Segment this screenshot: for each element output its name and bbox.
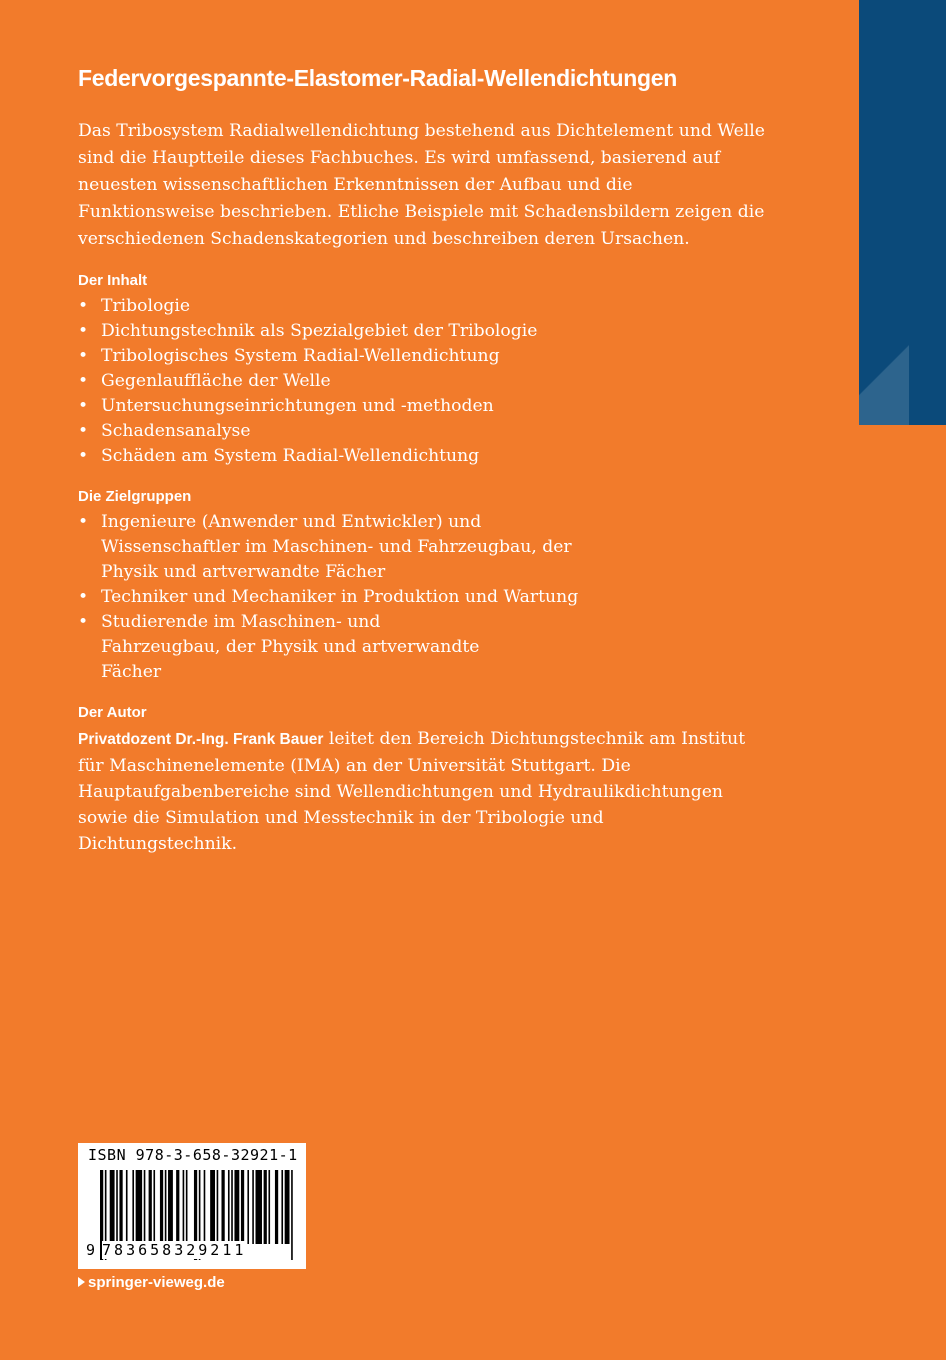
list-item: • Tribologisches System Radial-Wellendichtung <box>78 344 768 369</box>
barcode-bar <box>234 1170 239 1244</box>
barcode-bar <box>204 1170 206 1244</box>
barcode-bar <box>132 1170 134 1244</box>
barcode-bar <box>126 1170 128 1244</box>
barcode-bar <box>275 1170 278 1244</box>
barcode-bar <box>110 1170 115 1244</box>
inhalt-list <box>78 294 768 469</box>
barcode-bar <box>241 1170 244 1244</box>
barcode-digits <box>86 1241 246 1259</box>
list-item: • Schadensanalyse <box>78 419 768 444</box>
isbn-label: ISBN 978-3-658-32921-1 <box>88 1146 298 1164</box>
barcode-bar <box>285 1170 290 1244</box>
author-paragraph <box>78 726 768 857</box>
list-item: • Dichtungstechnik als Spezialgebiet der Tribologie <box>78 319 768 344</box>
barcode-bar <box>168 1170 173 1244</box>
barcode-bar <box>136 1170 142 1244</box>
list-item: • Techniker und Mechaniker in Produktion und Wartung <box>78 585 768 610</box>
list-item: • Ingenieure (Anwender und Entwickler) und Wissenschaftler im Maschinen- und Fahrzeugbau, der Physik und artverwandte Fächer <box>78 510 621 585</box>
barcode-bar <box>264 1170 267 1244</box>
barcode-digit-string: 783658329211 <box>102 1241 247 1259</box>
barcode-bar <box>252 1170 254 1244</box>
book-title: Federvorgespannte-Elastomer-Radial-Wellendichtungen <box>78 65 677 91</box>
list-item: • Schäden am System Radial-Wellendichtung <box>78 444 768 469</box>
arrow-right-icon <box>78 1277 85 1287</box>
section-heading-autor: Der Autor <box>78 704 147 721</box>
barcode-bar <box>165 1170 167 1244</box>
barcode-bar <box>268 1170 270 1244</box>
section-heading-inhalt: Der Inhalt <box>78 272 148 289</box>
barcode-bar <box>247 1170 249 1244</box>
barcode-bar <box>144 1170 146 1244</box>
barcode-bar <box>231 1170 233 1244</box>
barcode-bar <box>119 1170 122 1244</box>
barcode-bar <box>291 1170 293 1260</box>
barcode-bar <box>186 1170 188 1244</box>
section-heading-zielgruppen: Die Zielgruppen <box>78 488 192 505</box>
barcode-bar <box>217 1170 219 1244</box>
isbn-barcode <box>78 1143 306 1269</box>
corner-fold-decoration <box>859 320 909 425</box>
list-item: • Untersuchungseinrichtungen und -methoden <box>78 394 768 419</box>
barcode-bar <box>221 1170 224 1244</box>
barcode-bar <box>210 1170 215 1244</box>
back-cover-content <box>78 62 768 857</box>
barcode-bar <box>256 1170 262 1244</box>
website-label: springer-vieweg.de <box>88 1274 225 1291</box>
list-item: • Studierende im Maschinen- und Fahrzeugbau, der Physik und artverwandte Fächer <box>78 610 501 685</box>
barcode-bar <box>228 1170 230 1244</box>
barcode-bar <box>281 1170 283 1244</box>
barcode-bar <box>153 1170 155 1244</box>
barcode-bar <box>149 1170 152 1244</box>
barcode-first-digit: 9 <box>86 1241 99 1259</box>
list-item: • Tribologie <box>78 294 768 319</box>
zielgruppen-list <box>78 510 768 685</box>
list-item: • Gegenlauffläche der Welle <box>78 369 768 394</box>
author-description: leitet den Bereich Dichtungstechnik am Institut für Maschinenelemente (IMA) an der Universität Stuttgart. Die Hauptaufgabenbereiche sind Wellendichtungen und Hydraulikdichtungen sowie die Simulation und Messtechnik in der Tribologie und Dichtungstechnik. <box>78 729 746 854</box>
publisher-website[interactable] <box>78 1274 225 1291</box>
author-name: Privatdozent Dr.-Ing. Frank Bauer <box>78 731 324 748</box>
barcode-bar <box>176 1170 179 1244</box>
barcode-bar <box>183 1170 185 1244</box>
intro-paragraph: Das Tribosystem Radialwellendichtung bestehend aus Dichtelement und Welle sind die Hauptteile dieses Fachbuches. Es wird umfassend, basierend auf neuesten wissenschaftlichen Erkenntnissen der Aufbau und die Funktionsweise beschrieben. Etliche Beispiele mit Schadensbildern zeigen die verschiedenen Schadenskategorien und beschreiben deren Ursachen. <box>78 121 765 249</box>
barcode-bar <box>160 1170 163 1244</box>
barcode-bar <box>116 1170 118 1244</box>
